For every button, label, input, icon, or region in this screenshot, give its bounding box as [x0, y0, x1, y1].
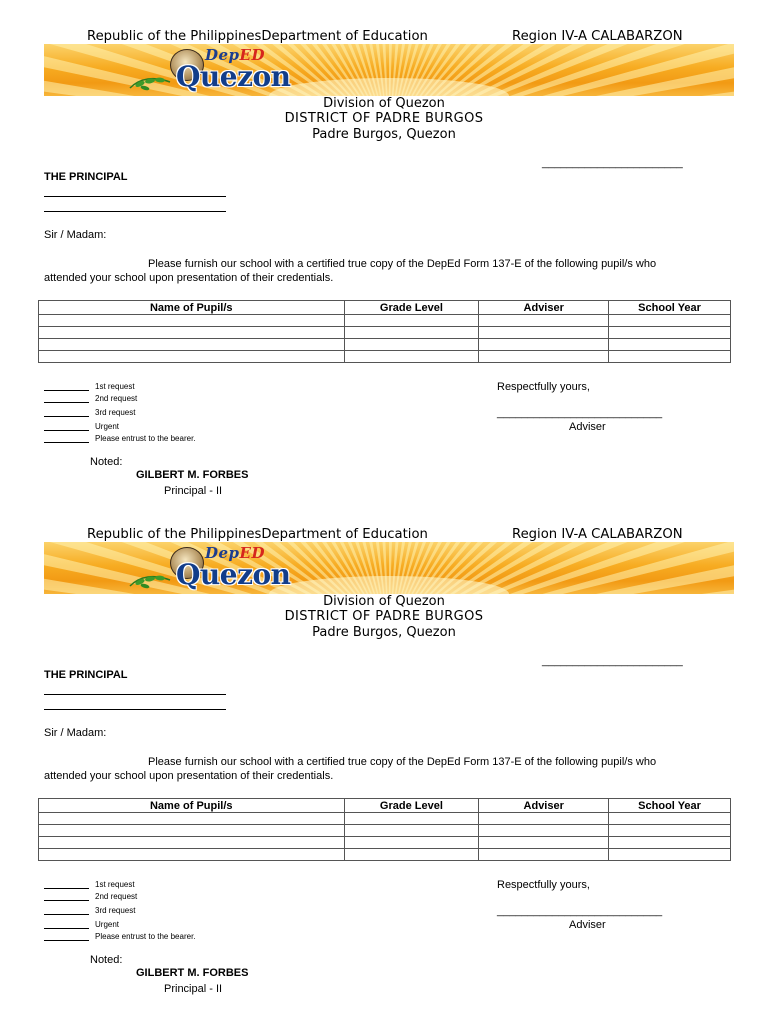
request-check-line[interactable]	[44, 442, 89, 443]
request-option-label: 2nd request	[95, 394, 138, 403]
recipient-title: THE PRINCIPAL	[44, 669, 128, 681]
request-check-line[interactable]	[44, 402, 89, 403]
column-header: Grade Level	[344, 301, 479, 315]
closing-text: Respectfully yours,	[497, 879, 590, 891]
table-cell[interactable]	[479, 813, 609, 825]
body-text-line-1: Please furnish our school with a certified true copy of the DepEd Form 137-E of the following pupil/s who	[148, 756, 657, 768]
leaf-sprig-icon	[128, 74, 172, 94]
column-header: Adviser	[479, 301, 609, 315]
quezon-logo-text: Quezon	[176, 60, 291, 93]
recipient-school-line	[44, 709, 226, 710]
pupils-table	[38, 300, 731, 363]
table-cell[interactable]	[344, 849, 479, 861]
noted-label: Noted:	[90, 954, 123, 966]
republic-department-header: Republic of the PhilippinesDepartment of Education	[87, 29, 428, 44]
column-header: School Year	[609, 301, 731, 315]
table-cell[interactable]	[39, 315, 345, 327]
request-option-label: Please entrust to the bearer.	[95, 932, 196, 941]
principal-title: Principal - II	[164, 485, 223, 497]
table-cell[interactable]	[609, 315, 731, 327]
republic-department-header: Republic of the PhilippinesDepartment of Education	[87, 527, 428, 542]
table-row	[39, 813, 731, 825]
request-check-line[interactable]	[44, 430, 89, 431]
table-row	[39, 339, 731, 351]
table-row	[39, 825, 731, 837]
signatory-role: Adviser	[569, 421, 606, 433]
table-cell[interactable]	[39, 825, 345, 837]
noted-label: Noted:	[90, 456, 123, 468]
recipient-school-line	[44, 211, 226, 212]
table-cell[interactable]	[609, 327, 731, 339]
table-cell[interactable]	[344, 837, 479, 849]
table-cell[interactable]	[479, 327, 609, 339]
table-cell[interactable]	[39, 813, 345, 825]
table-cell[interactable]	[39, 849, 345, 861]
table-row	[39, 351, 731, 363]
recipient-name-line	[44, 694, 226, 695]
salutation: Sir / Madam:	[44, 727, 107, 739]
recipient-name-line	[44, 196, 226, 197]
table-cell[interactable]	[479, 315, 609, 327]
table-cell[interactable]	[479, 351, 609, 363]
table-cell[interactable]	[609, 813, 731, 825]
division-name: Division of Quezon	[323, 96, 445, 111]
table-row	[39, 849, 731, 861]
table-cell[interactable]	[39, 327, 345, 339]
request-option-label: 1st request	[95, 382, 135, 391]
recipient-title: THE PRINCIPAL	[44, 171, 128, 183]
district-location: Padre Burgos, Quezon	[312, 625, 456, 640]
signature-line: ___________________________	[497, 407, 663, 419]
principal-name: GILBERT M. FORBES	[136, 967, 249, 979]
column-header: Name of Pupil/s	[39, 799, 345, 813]
principal-name: GILBERT M. FORBES	[136, 469, 249, 481]
column-header: School Year	[609, 799, 731, 813]
request-option-label: Urgent	[95, 422, 120, 431]
column-header: Grade Level	[344, 799, 479, 813]
table-cell[interactable]	[609, 837, 731, 849]
pupils-table	[38, 798, 731, 861]
table-row	[39, 315, 731, 327]
quezon-logo-text: Quezon	[176, 558, 291, 591]
request-option-label: 2nd request	[95, 892, 138, 901]
signature-line: ___________________________	[497, 905, 663, 917]
deped-logo-text: DepED	[205, 46, 265, 64]
deped-quezon-banner	[44, 44, 734, 96]
table-cell[interactable]	[479, 849, 609, 861]
request-check-line[interactable]	[44, 914, 89, 915]
signatory-role: Adviser	[569, 919, 606, 931]
date-line: _______________________	[542, 655, 683, 667]
table-cell[interactable]	[479, 825, 609, 837]
table-cell[interactable]	[344, 339, 479, 351]
table-cell[interactable]	[344, 315, 479, 327]
table-cell[interactable]	[39, 351, 345, 363]
principal-title: Principal - II	[164, 983, 223, 995]
request-check-line[interactable]	[44, 390, 89, 391]
district-name: DISTRICT OF PADRE BURGOS	[284, 111, 484, 126]
request-check-line[interactable]	[44, 416, 89, 417]
request-check-line[interactable]	[44, 928, 89, 929]
table-row	[39, 837, 731, 849]
table-cell[interactable]	[344, 351, 479, 363]
region-header: Region IV-A CALABARZON	[512, 527, 683, 542]
date-line: _______________________	[542, 157, 683, 169]
closing-text: Respectfully yours,	[497, 381, 590, 393]
table-cell[interactable]	[609, 339, 731, 351]
body-text-line-2: attended your school upon presentation of their credentials.	[44, 272, 334, 284]
leaf-sprig-icon	[128, 572, 172, 592]
request-form	[0, 498, 768, 996]
request-option-label: 1st request	[95, 880, 135, 889]
salutation: Sir / Madam:	[44, 229, 107, 241]
column-header: Adviser	[479, 799, 609, 813]
request-option-label: Please entrust to the bearer.	[95, 434, 196, 443]
table-cell[interactable]	[39, 339, 345, 351]
table-cell[interactable]	[344, 327, 479, 339]
table-cell[interactable]	[479, 339, 609, 351]
request-form	[0, 0, 768, 498]
request-check-line[interactable]	[44, 940, 89, 941]
division-name: Division of Quezon	[323, 594, 445, 609]
table-cell[interactable]	[609, 849, 731, 861]
body-text-line-2: attended your school upon presentation of their credentials.	[44, 770, 334, 782]
request-option-label: Urgent	[95, 920, 120, 929]
table-cell[interactable]	[39, 837, 345, 849]
table-cell[interactable]	[609, 351, 731, 363]
table-row	[39, 327, 731, 339]
column-header: Name of Pupil/s	[39, 301, 345, 315]
region-header: Region IV-A CALABARZON	[512, 29, 683, 44]
deped-quezon-banner	[44, 542, 734, 594]
request-check-line[interactable]	[44, 900, 89, 901]
deped-logo-text: DepED	[205, 544, 265, 562]
district-name: DISTRICT OF PADRE BURGOS	[284, 609, 484, 624]
request-option-label: 3rd request	[95, 906, 136, 915]
district-location: Padre Burgos, Quezon	[312, 127, 456, 142]
body-text-line-1: Please furnish our school with a certified true copy of the DepEd Form 137-E of the following pupil/s who	[148, 258, 657, 270]
table-cell[interactable]	[479, 837, 609, 849]
table-cell[interactable]	[344, 813, 479, 825]
table-cell[interactable]	[609, 825, 731, 837]
request-check-line[interactable]	[44, 888, 89, 889]
request-option-label: 3rd request	[95, 408, 136, 417]
table-cell[interactable]	[344, 825, 479, 837]
